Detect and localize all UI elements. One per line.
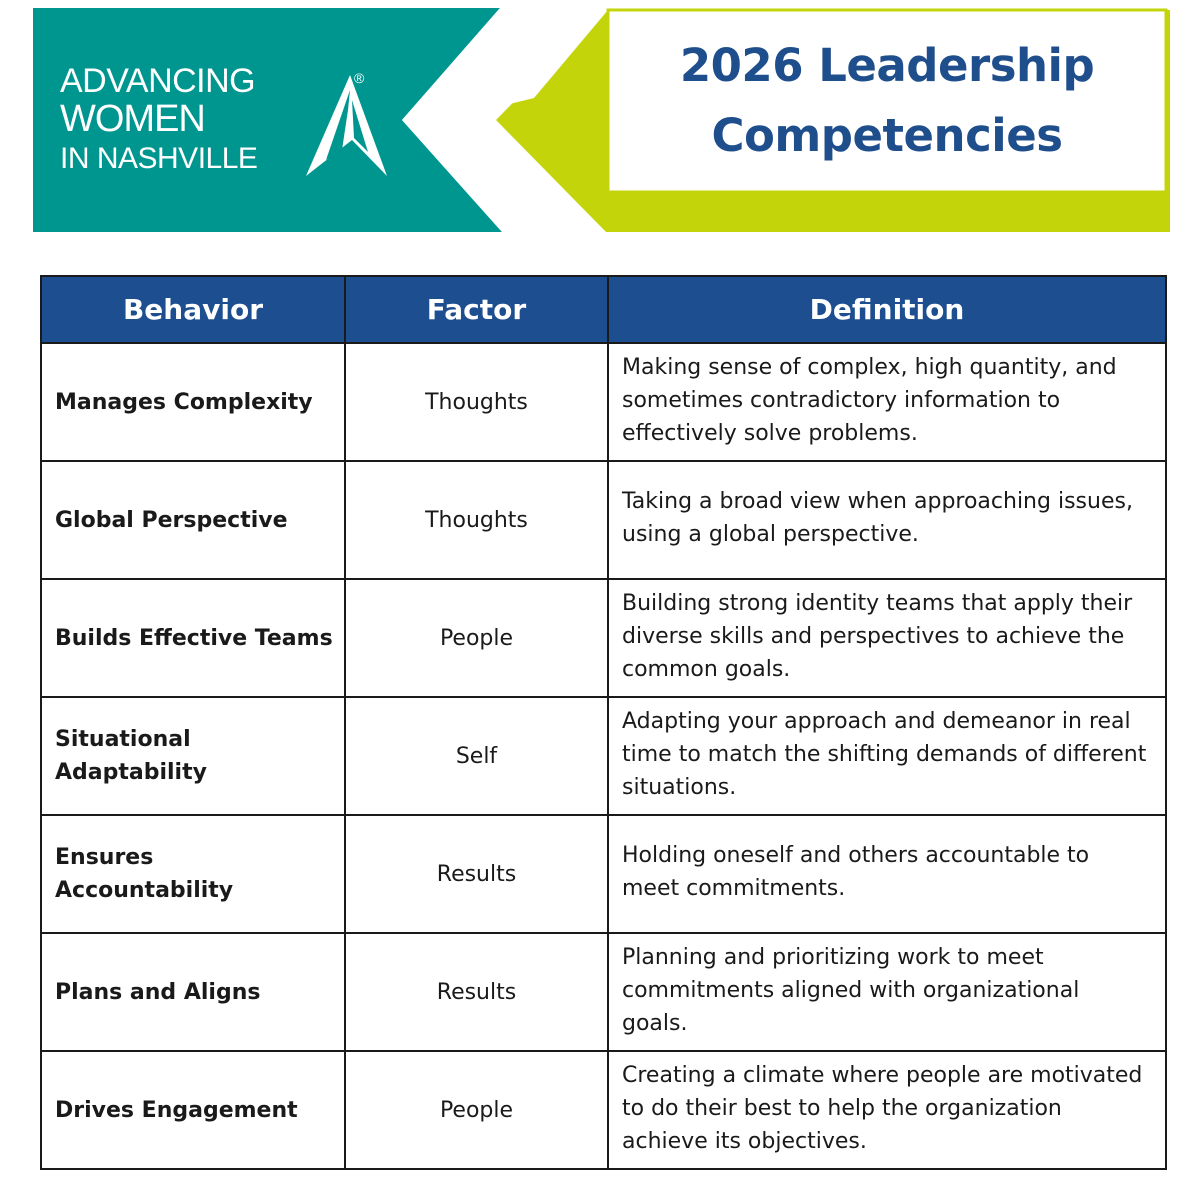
definition-cell: Making sense of complex, high quantity, and sometimes contradictory information to effectively solve problems.	[608, 343, 1166, 461]
definition-cell: Creating a climate where people are motivated to do their best to help the organization achieve its objectives.	[608, 1051, 1166, 1169]
behavior-cell: Situational Adaptability	[41, 697, 345, 815]
table-row	[41, 343, 1166, 461]
definition-cell: Holding oneself and others accountable to meet commitments.	[608, 815, 1166, 933]
logo-wordmark	[60, 64, 320, 174]
factor-cell: People	[345, 1051, 608, 1169]
behavior-cell: Ensures Accountability	[41, 815, 345, 933]
page-title	[680, 31, 1094, 171]
logo-line-advancing: ADVANCING	[60, 62, 256, 100]
behavior-cell: Drives Engagement	[41, 1051, 345, 1169]
column-header-behavior: Behavior	[41, 276, 345, 343]
page-title-line-1: 2026 Leadership	[679, 39, 1095, 93]
definition-cell: Adapting your approach and demeanor in real time to match the shifting demands of different situations.	[608, 697, 1166, 815]
definition-cell: Planning and prioritizing work to meet commitments aligned with organizational goals.	[608, 933, 1166, 1051]
logo-line-women: WOMEN	[60, 98, 205, 140]
behavior-cell: Builds Effective Teams	[41, 579, 345, 697]
page-title-line-2: Competencies	[711, 109, 1063, 162]
definition-cell: Taking a broad view when approaching issues, using a global perspective.	[608, 461, 1166, 579]
factor-cell: Results	[345, 933, 608, 1051]
table-row	[41, 579, 1166, 697]
behavior-cell: Global Perspective	[41, 461, 345, 579]
registered-trademark: ®	[354, 70, 365, 86]
table-header-row	[41, 276, 1166, 343]
table-row	[41, 815, 1166, 933]
factor-cell: Thoughts	[345, 461, 608, 579]
column-header-definition: Definition	[608, 276, 1166, 343]
header-banner	[0, 0, 1200, 240]
factor-cell: Self	[345, 697, 608, 815]
behavior-cell: Manages Complexity	[41, 343, 345, 461]
factor-cell: Results	[345, 815, 608, 933]
table-row	[41, 933, 1166, 1051]
table-row	[41, 1051, 1166, 1169]
logo-line-in-nashville: IN NASHVILLE	[60, 142, 258, 175]
behavior-cell: Plans and Aligns	[41, 933, 345, 1051]
factor-cell: People	[345, 579, 608, 697]
table-row	[41, 461, 1166, 579]
competency-table	[40, 275, 1167, 1170]
definition-cell: Building strong identity teams that apply their diverse skills and perspectives to achieve the common goals.	[608, 579, 1166, 697]
title-box	[608, 10, 1166, 192]
column-header-factor: Factor	[345, 276, 608, 343]
table-row	[41, 697, 1166, 815]
factor-cell: Thoughts	[345, 343, 608, 461]
